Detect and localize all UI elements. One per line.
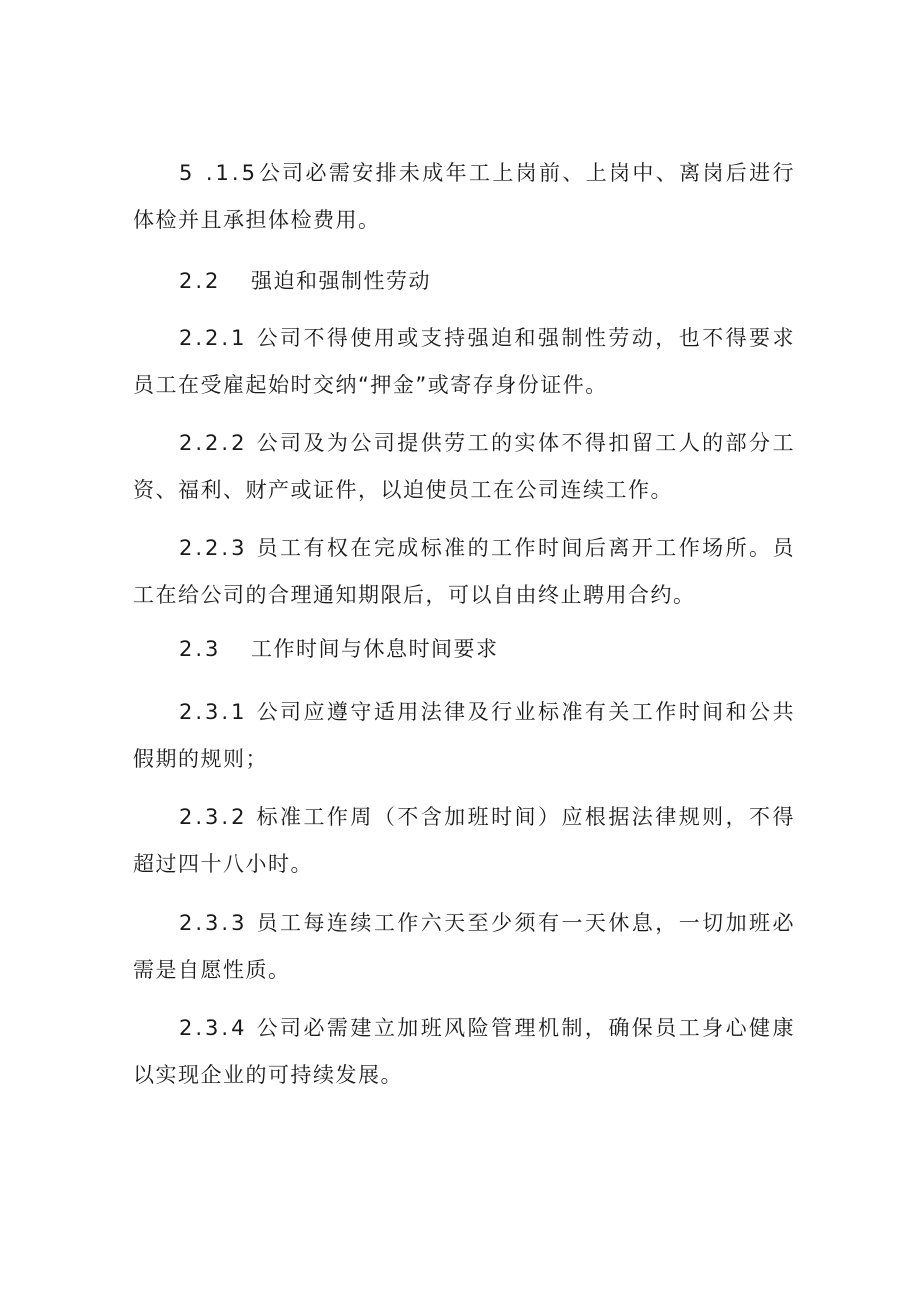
clause-2-2-2 (133, 420, 795, 514)
clause-text: 公司不得使用或支持强迫和强制性劳动，也不得要求员工在受雇起始时交纳“押金”或寄存身份证件。 (133, 326, 795, 397)
clause-text: 员工每连续工作六天至少须有一天休息，一切加班必需是自愿性质。 (133, 911, 795, 982)
clause-5-1-5 (133, 150, 795, 244)
clause-2-3-3 (133, 900, 795, 994)
section-heading-2-3 (179, 626, 499, 673)
clause-number: 2.3.4 (179, 1016, 248, 1040)
clause-2-2-3 (133, 525, 795, 619)
clause-number: 2.2.2 (179, 431, 248, 455)
clause-number: 2.2.3 (179, 536, 248, 560)
clause-2-3-2 (133, 794, 795, 888)
clause-number: 5 .1.5 (179, 161, 258, 185)
clause-2-2-1 (133, 315, 795, 409)
clause-text: 标准工作周（不含加班时间）应根据法律规则，不得超过四十八小时。 (133, 805, 795, 876)
clause-text: 公司必需建立加班风险管理机制，确保员工身心健康以实现企业的可持续发展。 (133, 1016, 795, 1087)
section-heading-2-2 (179, 258, 431, 305)
clause-text: 员工有权在完成标准的工作时间后离开工作场所。员工在给公司的合理通知期限后，可以自由终止聘用合约。 (133, 536, 795, 607)
section-title: 工作时间与休息时间要求 (251, 637, 499, 661)
section-number: 2.2 (179, 269, 222, 293)
clause-number: 2.2.1 (179, 326, 248, 350)
clause-number: 2.3.3 (179, 911, 248, 935)
clause-text: 公司及为公司提供劳工的实体不得扣留工人的部分工资、福利、财产或证件，以迫使员工在公司连续工作。 (133, 431, 795, 502)
clause-text: 公司必需安排未成年工上岗前、上岗中、离岗后进行体检并且承担体检费用。 (133, 161, 796, 232)
clause-2-3-4 (133, 1005, 795, 1099)
clause-number: 2.3.2 (179, 805, 248, 829)
clause-text: 公司应遵守适用法律及行业标准有关工作时间和公共假期的规则； (133, 700, 795, 771)
clause-number: 2.3.1 (179, 700, 248, 724)
section-number: 2.3 (179, 637, 222, 661)
section-title: 强迫和强制性劳动 (251, 269, 431, 293)
clause-2-3-1 (133, 689, 795, 783)
